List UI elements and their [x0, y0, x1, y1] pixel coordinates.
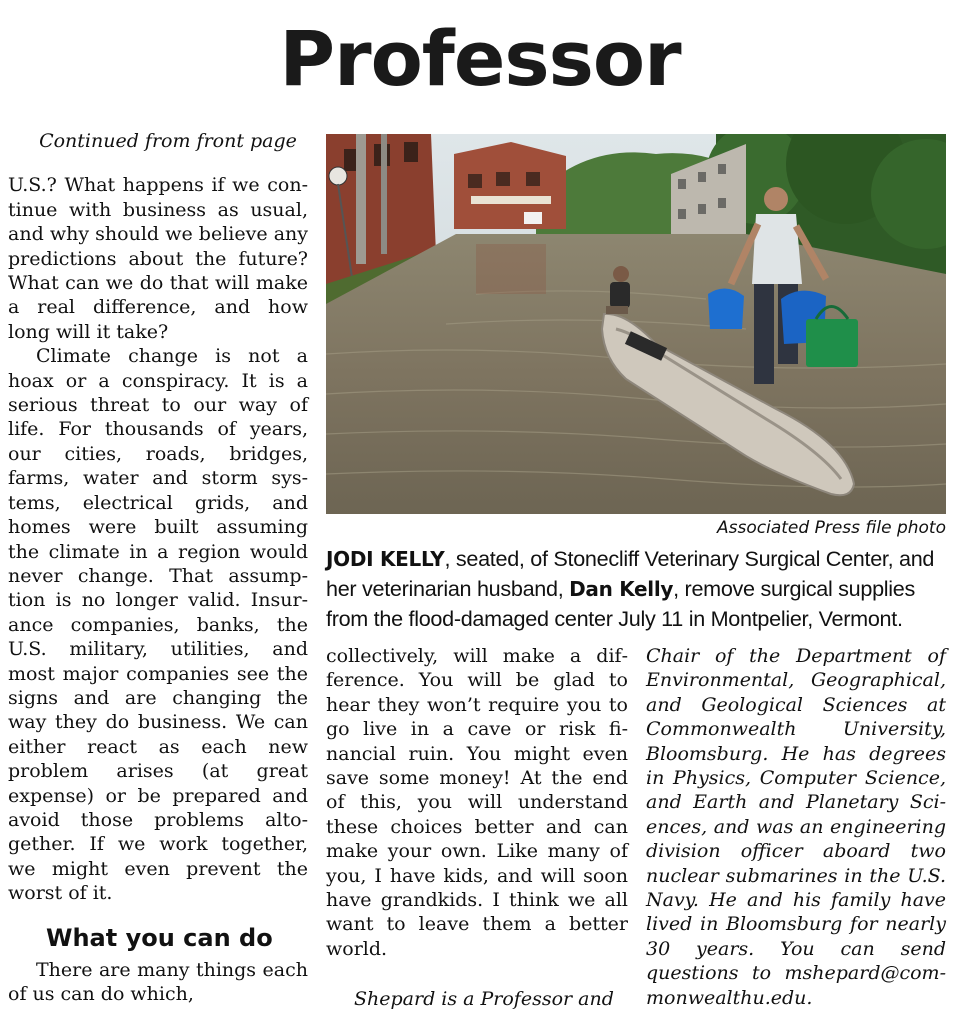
author-bio-start: Shepard is a Professor and	[354, 988, 614, 1011]
caption-text-1: , seated, of Stonecliff Veterinary Surgical Center, and her veterinarian husband,	[326, 546, 935, 601]
article-column-3	[646, 644, 946, 1010]
photo-credit: Associated Press file photo	[717, 518, 946, 538]
continued-line: Continued from front page	[39, 130, 297, 152]
paragraph: Climate change is not a hoax or a conspiracy. It is a serious threat to our way of life. For thousands of years, our cities, roads, bridges, farms, water and storm systems, electrical grids, and homes were built assuming the climate in a region would never change. That assumption is no longer valid. Insurance companies, banks, the U.S. military, utilities, and most major companies see the signs and are changing the way they do business. We can either react as each new problem arises (at great expense) or be prepared and avoid those problems altogether. If we work together, we might even prevent the worst of it.	[8, 345, 308, 905]
flood-photo	[326, 134, 946, 514]
photo-caption	[326, 544, 950, 633]
headline: Professor	[279, 14, 681, 103]
paragraph: collectively, will make a difference. You will be glad to hear they won’t require you to go live in a cave or risk financial ruin. You might even save some money! At the end of this, you will understand these choices better and can make your own. Like many of you, I have kids, and will soon have grandkids. I think we all want to leave them a better world.	[326, 645, 628, 960]
caption-text-2: , remove surgical supplies from the flood-damaged center July 11 in Montpelier, Vermont.	[326, 576, 915, 631]
paragraph: U.S.? What happens if we continue with business as usual, and why should we believe any predictions about the future? What can we do that will make a real difference, and how long will it take?	[8, 174, 308, 343]
subheading: What you can do	[46, 923, 273, 952]
caption-name-2: Dan Kelly	[569, 577, 674, 601]
paragraph: There are many things each of us can do which,	[8, 958, 308, 1005]
flood-photo-illustration	[326, 134, 946, 514]
article-column-1	[8, 129, 308, 1006]
author-bio: Chair of the Department of Environmental, Geographical, and Geological Sciences at Commonwealth University, Bloomsburg. He has degrees in Physics, Computer Science, and Earth and Planetary Sciences, and was an engineering division officer aboard two nuclear submarines in the U.S. Navy. He and his family have lived in Bloomsburg for nearly 30 years. You can send questions to mshepard@commonwealthu.edu.	[646, 645, 946, 1009]
caption-name-1: JODI KELLY	[326, 547, 445, 571]
article-column-2	[326, 644, 628, 1012]
